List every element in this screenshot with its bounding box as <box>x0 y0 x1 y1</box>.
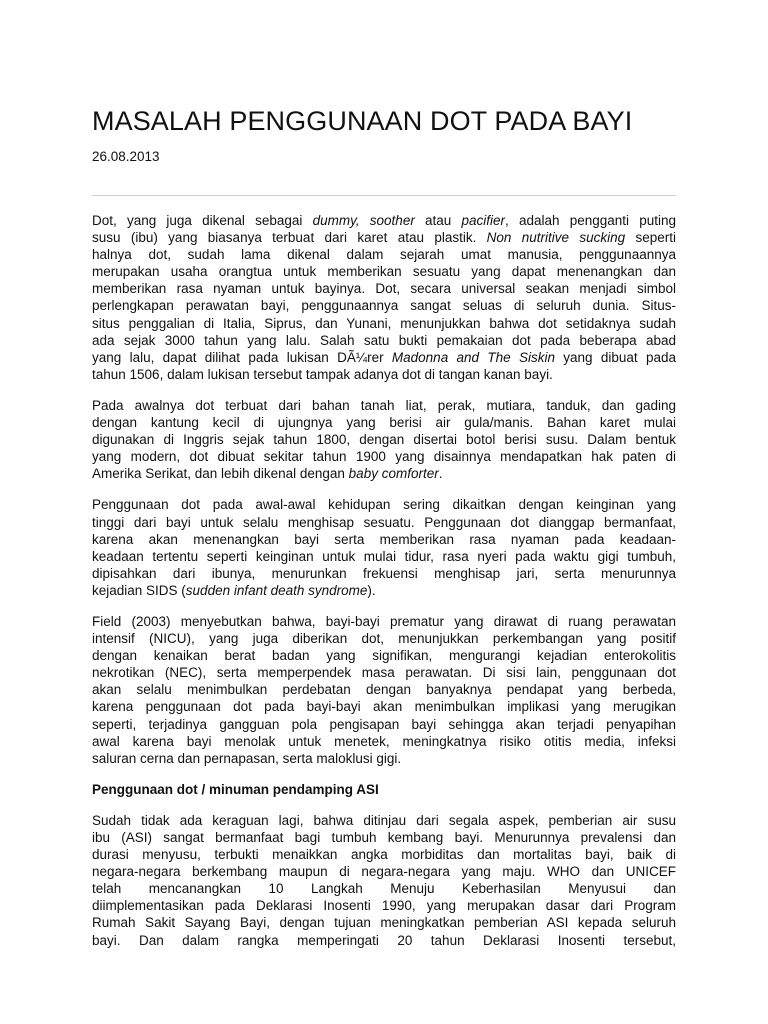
text-run: atau <box>414 213 462 228</box>
text-line <box>92 812 676 829</box>
text-line <box>92 681 676 698</box>
text-run: tinggi dari bayi untuk selalu menghisap sesuatu. Penggunaan dot dianggap bermanfaat, <box>92 514 676 530</box>
text-line <box>92 229 676 246</box>
text-run: Sudah tidak ada keraguan lagi, bahwa ditinjau dari segala aspek, pemberian air susu <box>92 812 676 828</box>
italic-term: baby comforter <box>348 466 439 482</box>
text-run: memberikan rasa nyaman untuk bayinya. Dot, secara universal seakan menjadi simbol <box>92 281 676 297</box>
paragraph <box>92 397 676 482</box>
asi-section <box>92 812 676 949</box>
text-run: Dot, yang juga dikenal sebagai <box>92 213 313 228</box>
text-run: , adalah pengganti puting <box>505 213 676 228</box>
text-line <box>92 297 676 314</box>
text-line <box>92 582 676 599</box>
text-run: ibu (ASI) sangat bermanfaat bagi tumbuh kembang bayi. Menurunnya prevalensi dan <box>92 830 676 845</box>
text-run: dipisahkan dari ibunya, menurunkan frekuensi menghisap jari, serta menurunnya <box>92 565 676 581</box>
intro-section <box>92 212 676 767</box>
text-run: nekrotikan (NEC), serta memperpendek masa perawatan. Di sisi lain, penggunaan dot <box>92 665 676 681</box>
text-line <box>92 212 676 229</box>
text-line <box>92 733 676 750</box>
text-run: digunakan di Inggris sejak tahun 1800, dengan disertai botol berisi susu. Dalam bentuk <box>92 432 676 448</box>
text-line <box>92 932 676 949</box>
text-run: karena penggunaan dot pada bayi-bayi akan menimbulkan implikasi yang merugikan <box>92 699 676 715</box>
italic-term: pacifier <box>461 213 506 228</box>
text-line <box>92 448 676 465</box>
text-line <box>92 246 676 263</box>
text-run: ). <box>367 582 376 598</box>
text-line <box>92 630 676 647</box>
paragraph <box>92 812 676 949</box>
text-run: merupakan usaha orangtua untuk memberikan sesuatu yang dapat menenangkan dan <box>92 264 676 280</box>
text-line <box>92 716 676 733</box>
text-run: Field (2003) menyebutkan bahwa, bayi-bayi prematur yang dirawat di ruang perawatan <box>92 613 676 629</box>
text-line <box>92 829 676 846</box>
text-line <box>92 315 676 332</box>
text-run: diimplementasikan pada Deklarasi Inosenti 1990, yang merupakan dasar dari Program <box>92 898 676 914</box>
text-line <box>92 531 676 548</box>
text-run: akan selalu menimbulkan perdebatan dengan banyaknya pendapat yang berbeda, <box>92 682 676 698</box>
text-run: bayi. Dan dalam rangka memperingati 20 tahun Deklarasi Inosenti tersebut, <box>92 932 676 948</box>
text-run: Rumah Sakit Sayang Bayi, dengan tujuan meningkatkan pemberian ASI kepada seluruh <box>92 915 676 931</box>
text-line <box>92 263 676 280</box>
text-run: perlengkapan perawatan bayi, penggunaannya sangat seluas di seluruh dunia. Situs- <box>92 298 676 314</box>
text-run: intensif (NICU), yang juga diberikan dot, menunjukkan perkembangan yang positif <box>92 631 676 647</box>
text-run: susu (ibu) yang biasanya terbuat dari karet atau plastik. <box>92 230 487 246</box>
text-line <box>92 565 676 582</box>
text-run: awal karena bayi menolak untuk menetek, meningkatnya risiko otitis media, infeksi <box>92 733 676 749</box>
text-run: telah mencanangkan 10 Langkah Menuju Keberhasilan Menyusui dan <box>92 881 676 897</box>
text-line <box>92 880 676 897</box>
italic-term: Madonna and The Siskin <box>391 349 555 365</box>
paragraph <box>92 613 676 767</box>
text-line <box>92 465 676 482</box>
text-line <box>92 280 676 297</box>
text-run: kejadian SIDS ( <box>92 582 186 598</box>
text-run: Pada awalnya dot terbuat dari bahan tanah liat, perak, mutiara, tanduk, dan gading <box>92 397 676 413</box>
text-line <box>92 914 676 931</box>
text-run: yang dibuat pada <box>554 349 677 365</box>
text-run: yang modern, dot dibuat sekitar tahun 1900 yang disainnya mendapatkan hak paten di <box>92 449 676 465</box>
text-line <box>92 863 676 880</box>
text-line <box>92 647 676 664</box>
text-run: yang lalu, dapat dilihat pada lukisan DÃ¼rer <box>92 349 392 365</box>
text-line <box>92 750 676 767</box>
text-line <box>92 332 676 349</box>
text-line <box>92 846 676 863</box>
text-line <box>92 349 676 366</box>
text-run: durasi menyusu, terbukti menaikkan angka morbiditas dan mortalitas bayi, baik di <box>92 847 676 863</box>
text-run: Penggunaan dot pada awal-awal kehidupan sering dikaitkan dengan keinginan yang <box>92 497 676 513</box>
text-run: Amerika Serikat, dan lebih dikenal dengan <box>92 466 349 482</box>
text-line <box>92 548 676 565</box>
paragraph <box>92 212 676 383</box>
text-line <box>92 366 676 383</box>
page-title: MASALAH PENGGUNAAN DOT PADA BAYI <box>92 106 633 136</box>
divider <box>92 195 676 196</box>
text-line <box>92 414 676 431</box>
article-body <box>92 212 676 963</box>
text-run: keadaan tertentu seperti keinginan untuk mulai tidur, rasa nyeri pada waktu gigi tumbuh, <box>92 548 676 564</box>
text-run: situs penggalian di Italia, Siprus, dan Yunani, menunjukkan bahwa dot setidaknya sudah <box>92 315 676 331</box>
text-line <box>92 496 676 513</box>
text-run: tahun 1506, dalam lukisan tersebut tampak adanya dot di tangan kanan bayi. <box>92 366 553 382</box>
text-run: . <box>438 466 443 482</box>
text-line <box>92 514 676 531</box>
italic-term: Non nutritive sucking <box>486 230 626 246</box>
text-line <box>92 664 676 681</box>
text-line <box>92 897 676 914</box>
text-run: seperti, terjadinya gangguan pola pengisapan bayi sehingga akan terjadi penyapihan <box>92 716 676 732</box>
section-heading: Penggunaan dot / minuman pendamping ASI <box>92 781 379 797</box>
text-run: dengan kantung kecil di ujungnya yang berisi air gula/manis. Bahan karet mulai <box>92 415 676 431</box>
publish-date: 26.08.2013 <box>92 149 160 164</box>
italic-term: dummy, soother <box>312 213 415 228</box>
italic-term: sudden infant death syndrome <box>185 582 368 598</box>
text-run: halnya dot, sudah lama dikenal dalam sejarah umat manusia, penggunaannya <box>92 247 676 263</box>
text-run: saluran cerna dan pernapasan, serta maloklusi gigi. <box>92 750 402 766</box>
text-run: seperti <box>625 230 677 246</box>
text-line <box>92 613 676 630</box>
text-run: negara-negara berkembang maupun di negara-negara yang maju. WHO dan UNICEF <box>92 864 676 880</box>
text-run: ada sejak 3000 tahun yang lalu. Salah satu bukti pemakaian dot pada beberapa abad <box>92 332 676 348</box>
paragraph <box>92 496 676 599</box>
text-line <box>92 431 676 448</box>
text-line <box>92 698 676 715</box>
text-run: karena akan menenangkan bayi serta memberikan rasa nyaman pada keadaan- <box>92 531 676 547</box>
text-line <box>92 397 676 414</box>
text-run: dengan kenaikan berat badan yang signifikan, mengurangi kejadian enterokolitis <box>92 648 676 664</box>
